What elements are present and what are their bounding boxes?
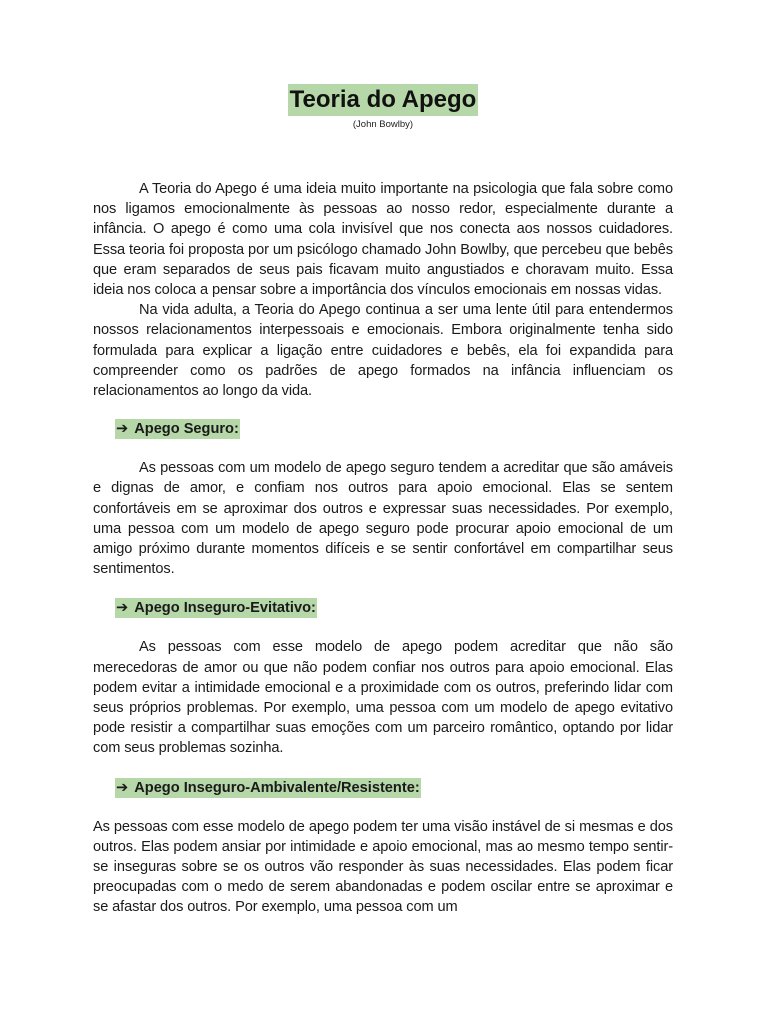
page-subtitle: (John Bowlby) <box>352 119 414 130</box>
section-heading-secure <box>93 419 673 439</box>
section-paragraph-avoidant: As pessoas com esse modelo de apego podem acreditar que não são merecedoras de amor ou que não podem confiar nos outros para apoio emocional. Elas podem evitar a intimidade emocional e a proximidade com os outros, preferindo lidar com seus próprios problemas. Por exemplo, uma pessoa com um modelo de apego evitativo pode resistir a compartilhar suas emoções com um parceiro romântico, optando por lidar com seus problemas sozinha. <box>93 639 673 757</box>
document-page <box>93 84 673 918</box>
section-heading-label: Apego Inseguro-Evitativo: <box>134 600 316 617</box>
arrow-right-icon: ➔ <box>116 421 129 438</box>
page-title: Teoria do Apego <box>288 84 479 116</box>
section-heading-ambivalent <box>93 778 673 798</box>
section-heading-avoidant <box>93 598 673 618</box>
intro-paragraph-1: A Teoria do Apego é uma ideia muito importante na psicologia que fala sobre como nos ligamos emocionalmente às pessoas ao nosso redor, especialmente durante a infância. O apego é como uma cola invisível que nos conecta aos nossos cuidadores. Essa teoria foi proposta por um psicólogo chamado John Bowlby, que percebeu que bebês que eram separados de seus pais ficavam muito angustiados e choravam muito. Essa ideia nos coloca a pensar sobre a importância dos vínculos emocionais em nossas vidas. <box>93 181 673 299</box>
intro-paragraph-2: Na vida adulta, a Teoria do Apego continua a ser uma lente útil para entendermos nossos relacionamentos interpessoais e emocionais. Embora originalmente tenha sido formulada para explicar a ligação entre cuidadores e bebês, ela foi expandida para compreender como os padrões de apego formados na infância influenciam os relacionamentos ao longo da vida. <box>93 302 673 400</box>
section-heading-label: Apego Seguro: <box>134 421 239 438</box>
section-paragraph-secure: As pessoas com um modelo de apego seguro tendem a acreditar que são amáveis e dignas de amor, e confiam nos outros para apoio emocional. Elas se sentem confortáveis em se aproximar dos outros e expressar suas necessidades. Por exemplo, uma pessoa com um modelo de apego seguro pode procurar apoio emocional de um amigo próximo durante momentos difíceis e se sentir confortável em compartilhar seus sentimentos. <box>93 460 673 578</box>
section-heading-highlight <box>115 598 317 618</box>
arrow-right-icon: ➔ <box>116 779 129 796</box>
title-block <box>93 84 673 116</box>
section-paragraph-ambivalent: As pessoas com esse modelo de apego podem ter uma visão instável de si mesmas e dos outros. Elas podem ansiar por intimidade e apoio emocional, mas ao mesmo tempo sentir-se inseguras sobre se os outros vão responder às suas necessidades. Elas podem ficar preocupadas com o medo de serem abandonadas e podem oscilar entre se aproximar e se afastar dos outros. Por exemplo, uma pessoa com um <box>93 818 673 916</box>
section-heading-label: Apego Inseguro-Ambivalente/Resistente: <box>134 779 420 796</box>
section-heading-highlight <box>115 419 240 439</box>
section-heading-highlight <box>115 778 421 798</box>
arrow-right-icon: ➔ <box>116 600 129 617</box>
